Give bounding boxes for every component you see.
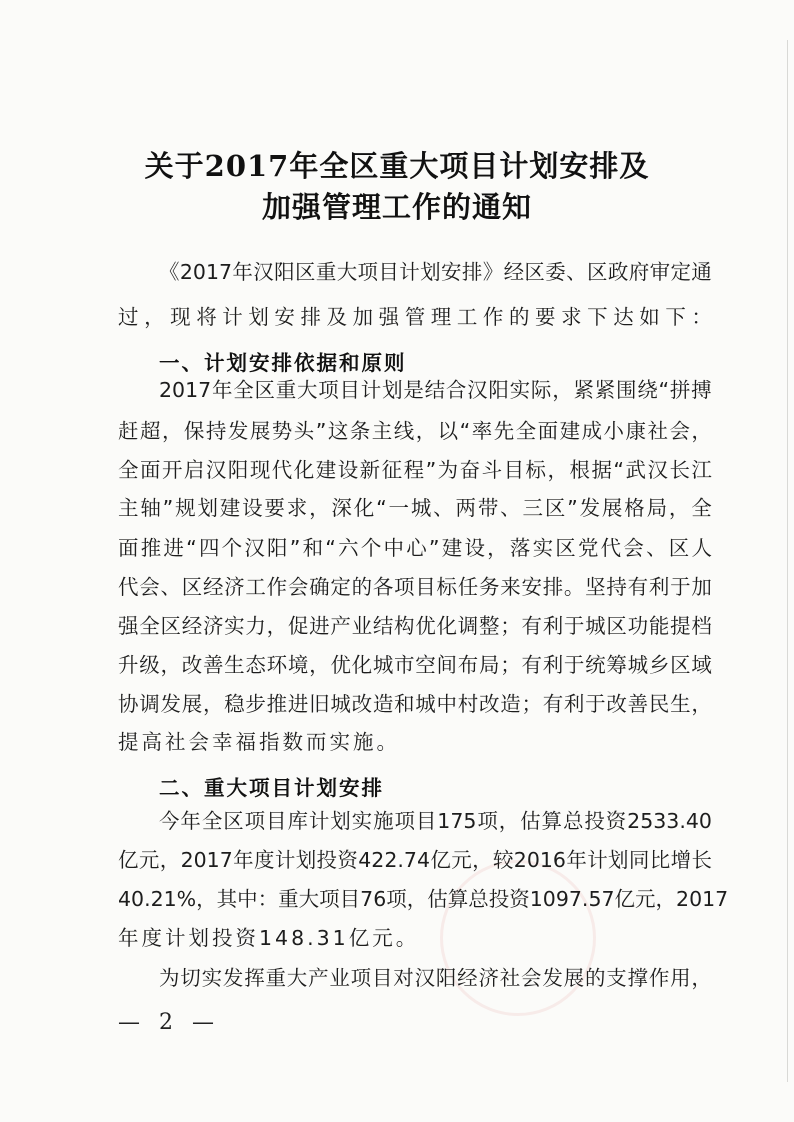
paragraph-line: 年度计划投资148.31亿元。 — [118, 926, 420, 950]
paragraph-line: 代 会 、 区 经 济 工 作 会 确 定 的 各 项 目 标 任 务 来 安 排 。 坚 持 有 利 于 加 — [118, 575, 712, 599]
paragraph-line: 协 调 发 展 ， 稳 步 推 进 旧 城 改 造 和 城 中 村 改 造 ； 有 利 于 改 善 民 生 ， — [118, 692, 712, 716]
section-heading-1: 一、计划安排依据和原则 — [159, 351, 407, 375]
paragraph-line: 主 轴 ” 规 划 建 设 要 求 ， 深 化 “ 一 城 、 两 带 、 三 区 ” 发 展 格 局 ， 全 — [118, 496, 712, 520]
section-heading-2: 二、重大项目计划安排 — [159, 776, 384, 800]
paragraph-line: 强 全 区 经 济 实 力 ， 促 进 产 业 结 构 优 化 调 整 ； 有 利 于 城 区 功 能 提 档 — [118, 614, 712, 638]
paragraph-line: 过 ， 现 将 计 划 安 排 及 加 强 管 理 工 作 的 要 求 下 达 如 下 ： — [118, 305, 712, 329]
paragraph-line: 提高社会幸福指数而实施。 — [118, 730, 400, 754]
paragraph-line: 为 切 实 发 挥 重 大 产 业 项 目 对 汉 阳 经 济 社 会 发 展 的 支 撑 作 用 ， — [159, 966, 712, 990]
paragraph-line: 《 2017 年 汉 阳 区 重 大 项 目 计 划 安 排 》 经 区 委 、 区 政 府 审 定 通 — [159, 260, 712, 284]
document-title-line-1: 关于2017年全区重大项目计划安排及 — [144, 149, 650, 183]
page-number: — 2 — — [118, 1010, 220, 1035]
paragraph-line: 面 推 进 “ 四 个 汉 阳 ” 和 “ 六 个 中 心 ” 建 设 ， 落 实 区 党 代 会 、 区 人 — [118, 536, 712, 560]
paragraph-line: 升 级 ， 改 善 生 态 环 境 ， 优 化 城 市 空 间 布 局 ； 有 利 于 统 筹 城 乡 区 域 — [118, 653, 712, 677]
paragraph-line: 全 面 开 启 汉 阳 现 代 化 建 设 新 征 程 ” 为 奋 斗 目 标 ， 根 据 “ 武 汉 长 江 — [118, 458, 712, 482]
paragraph-line: 今 年 全 区 项 目 库 计 划 实 施 项 目 175 项 ， 估 算 总 投 资 2533.40 — [159, 809, 712, 833]
paragraph-line: 亿 元 ， 2017 年 度 计 划 投 资 422.74 亿 元 ， 较 2016 年 计 划 同 比 增 长 — [118, 848, 712, 872]
paragraph-line: 40.21% ， 其 中 ： 重 大 项 目 76 项 ， 估 算 总 投 资 1097.57 亿 元 ， 2017 — [118, 887, 729, 911]
paragraph-line: 2017 年 全 区 重 大 项 目 计 划 是 结 合 汉 阳 实 际 ， 紧 紧 围 绕 “ 拼 搏 — [159, 378, 712, 402]
document-title-line-2: 加强管理工作的通知 — [261, 190, 532, 224]
paragraph-line: 赶 超 ， 保 持 发 展 势 头 ” 这 条 主 线 ， 以 “ 率 先 全 面 建 成 小 康 社 会 ， — [118, 419, 712, 443]
